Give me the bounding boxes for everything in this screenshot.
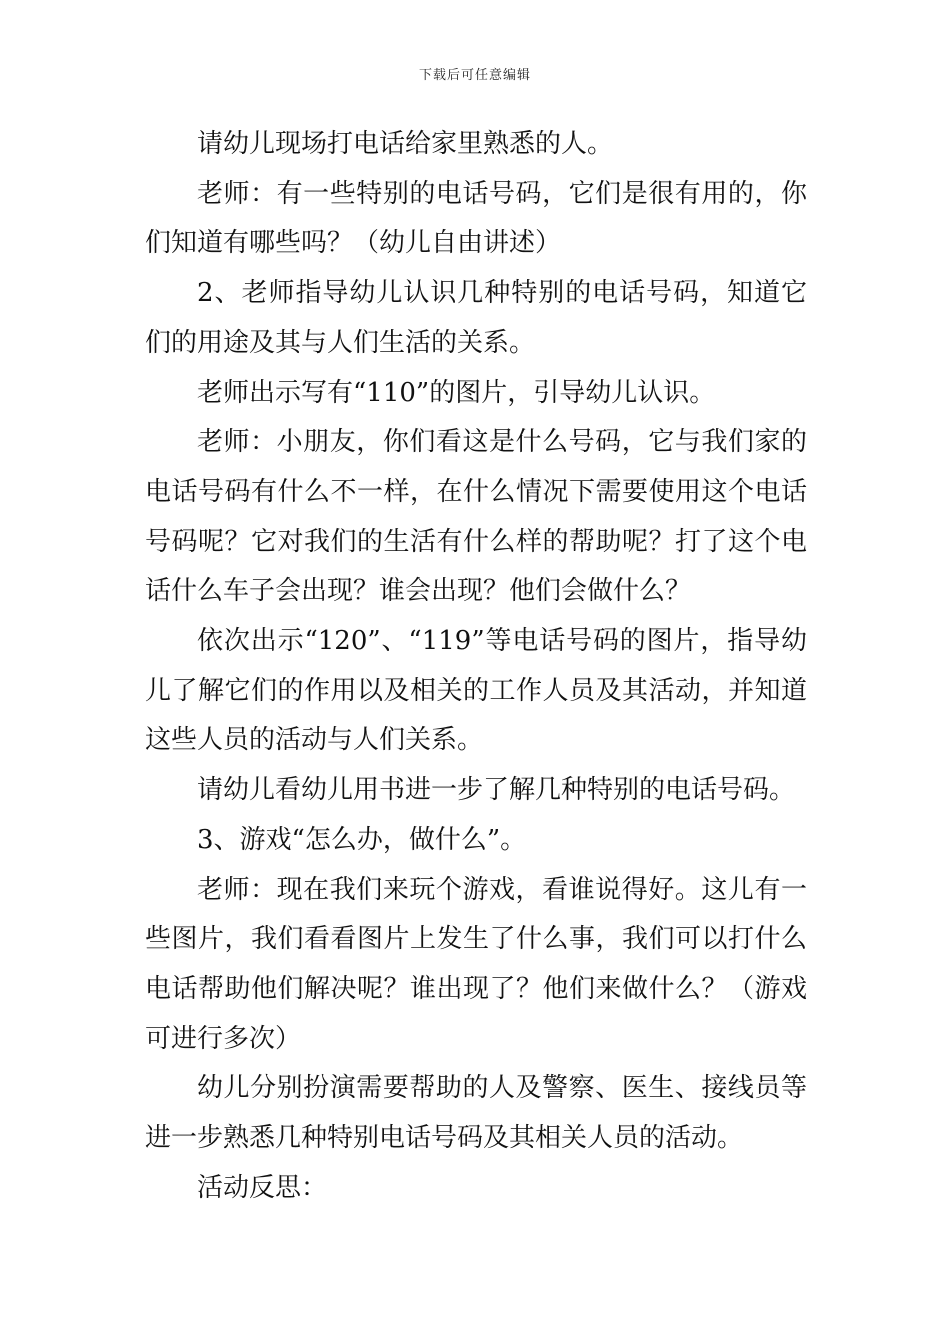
paragraph: 幼儿分别扮演需要帮助的人及警察、医生、接线员等进一步熟悉几种特别电话号码及其相关人员的活动。 bbox=[145, 1073, 807, 1154]
paragraph: 老师出示写有“110”的图片，引导幼儿认识。 bbox=[197, 377, 716, 408]
header-note: 下载后可任意编辑 bbox=[418, 68, 531, 83]
section-heading: 活动反思： bbox=[197, 1172, 328, 1203]
paragraph: 老师：现在我们来玩个游戏，看谁说得好。这儿有一些图片，我们看看图片上发生了什么事，我们可以打什么电话帮助他们解决呢？谁出现了？他们来做什么？（游戏可进行多次） bbox=[145, 874, 807, 1054]
paragraph: 老师：有一些特别的电话号码，它们是很有用的，你们知道有哪些吗？（幼儿自由讲述） bbox=[145, 178, 807, 259]
document-body bbox=[145, 120, 807, 1213]
paragraph: 2、老师指导幼儿认识几种特别的电话号码，知道它们的用途及其与人们生活的关系。 bbox=[145, 278, 807, 358]
paragraph: 老师：小朋友，你们看这是什么号码，它与我们家的电话号码有什么不一样，在什么情况下需要使用这个电话号码呢？它对我们的生活有什么样的帮助呢？打了这个电话什么车子会出现？谁会出现？他们会做什么？ bbox=[145, 427, 807, 607]
paragraph: 3、游戏“怎么办，做什么”。 bbox=[197, 824, 527, 855]
paragraph: 依次出示“120”、“119”等电话号码的图片，指导幼儿了解它们的作用以及相关的工作人员及其活动，并知道这些人员的活动与人们关系。 bbox=[145, 626, 807, 756]
paragraph: 请幼儿看幼儿用书进一步了解几种特别的电话号码。 bbox=[197, 775, 796, 806]
paragraph: 请幼儿现场打电话给家里熟悉的人。 bbox=[197, 129, 614, 159]
